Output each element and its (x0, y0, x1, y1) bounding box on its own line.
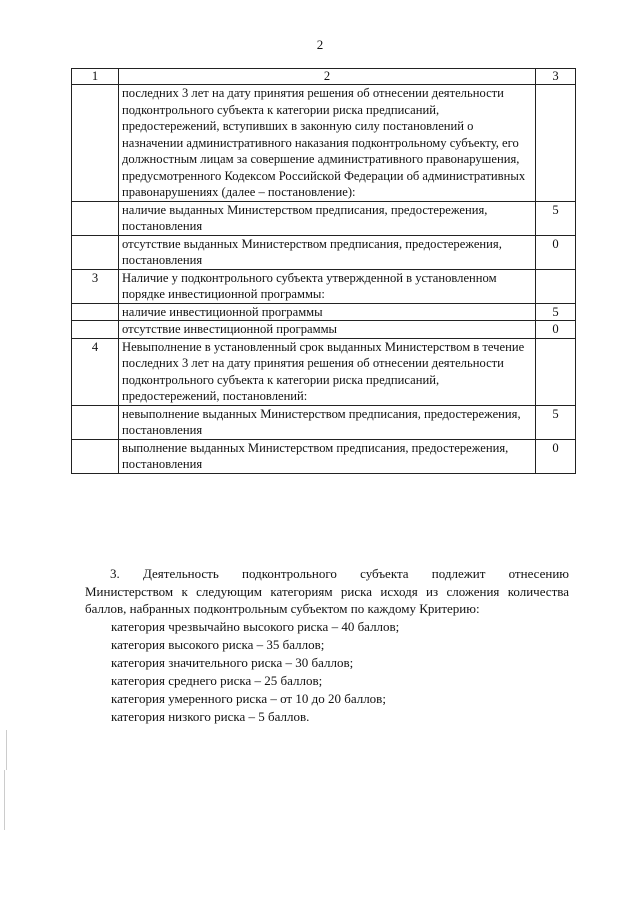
risk-category-item: категория значительного риска – 30 баллов; (111, 655, 354, 670)
table-row (72, 269, 576, 303)
row-text: наличие выданных Министерством предписания, предостережения, постановления (119, 201, 536, 235)
scan-edge-mark (4, 770, 5, 830)
risk-criteria-table (71, 68, 576, 474)
table-row (72, 201, 576, 235)
row-text: наличие инвестиционной программы (119, 303, 536, 321)
row-text: последних 3 лет на дату принятия решения об отнесении деятельности подконтрольного субъекта к категории риска предписаний, предостережений, вступивших в законную силу постановлений о назначении административного наказания подконтрольному субъекту, его должностным лицам за совершение административного правонарушения, предусмотренного Кодексом Российской Федерации об административных правонарушениях (далее – постановление): (119, 85, 536, 202)
row-text: Невыполнение в установленный срок выданных Министерством в течение последних 3 лет на дату принятия решения об отнесении деятельности подконтрольного субъекта к категории риска предписаний, предостережений, постановлений: (119, 338, 536, 405)
table-header-row (72, 69, 576, 85)
row-number (72, 405, 119, 439)
table-row (72, 321, 576, 339)
row-number: 4 (72, 338, 119, 405)
row-score (536, 85, 576, 202)
row-number (72, 235, 119, 269)
row-score: 5 (536, 201, 576, 235)
row-number (72, 321, 119, 339)
row-score (536, 269, 576, 303)
row-text: отсутствие инвестиционной программы (119, 321, 536, 339)
row-score: 5 (536, 303, 576, 321)
row-text: Наличие у подконтрольного субъекта утвержденной в установленном порядке инвестиционной программы: (119, 269, 536, 303)
row-score: 5 (536, 405, 576, 439)
row-number (72, 439, 119, 473)
scan-edge-mark (6, 730, 7, 770)
risk-category-item: категория высокого риска – 35 баллов; (111, 637, 325, 652)
row-number (72, 85, 119, 202)
paragraph-3 (85, 565, 569, 618)
header-col-1: 1 (72, 69, 119, 85)
table-row (72, 439, 576, 473)
row-score: 0 (536, 439, 576, 473)
risk-category-item: категория умеренного риска – от 10 до 20 баллов; (111, 691, 386, 706)
row-number (72, 201, 119, 235)
risk-category-item: категория среднего риска – 25 баллов; (111, 673, 323, 688)
row-number (72, 303, 119, 321)
risk-category-item: категория низкого риска – 5 баллов. (111, 709, 310, 724)
risk-category-item: категория чрезвычайно высокого риска – 40 баллов; (111, 619, 400, 634)
table-row (72, 405, 576, 439)
paragraph-first-line: 3. Деятельность подконтрольного субъекта подлежит отнесению (110, 566, 569, 581)
page-number: 2 (316, 37, 324, 52)
table-row (72, 235, 576, 269)
row-number: 3 (72, 269, 119, 303)
row-score (536, 338, 576, 405)
row-score: 0 (536, 235, 576, 269)
header-col-2: 2 (119, 69, 536, 85)
table-row (72, 85, 576, 202)
row-text: выполнение выданных Министерством предписания, предостережения, постановления (119, 439, 536, 473)
table-row (72, 338, 576, 405)
row-score: 0 (536, 321, 576, 339)
row-text: невыполнение выданных Министерством предписания, предостережения, постановления (119, 405, 536, 439)
paragraph-body: Министерством к следующим категориям риска исходя из сложения количества баллов, набранных подконтрольным субъектом по каждому Критерию: (85, 583, 569, 616)
table-row (72, 303, 576, 321)
row-text: отсутствие выданных Министерством предписания, предостережения, постановления (119, 235, 536, 269)
header-col-3: 3 (536, 69, 576, 85)
